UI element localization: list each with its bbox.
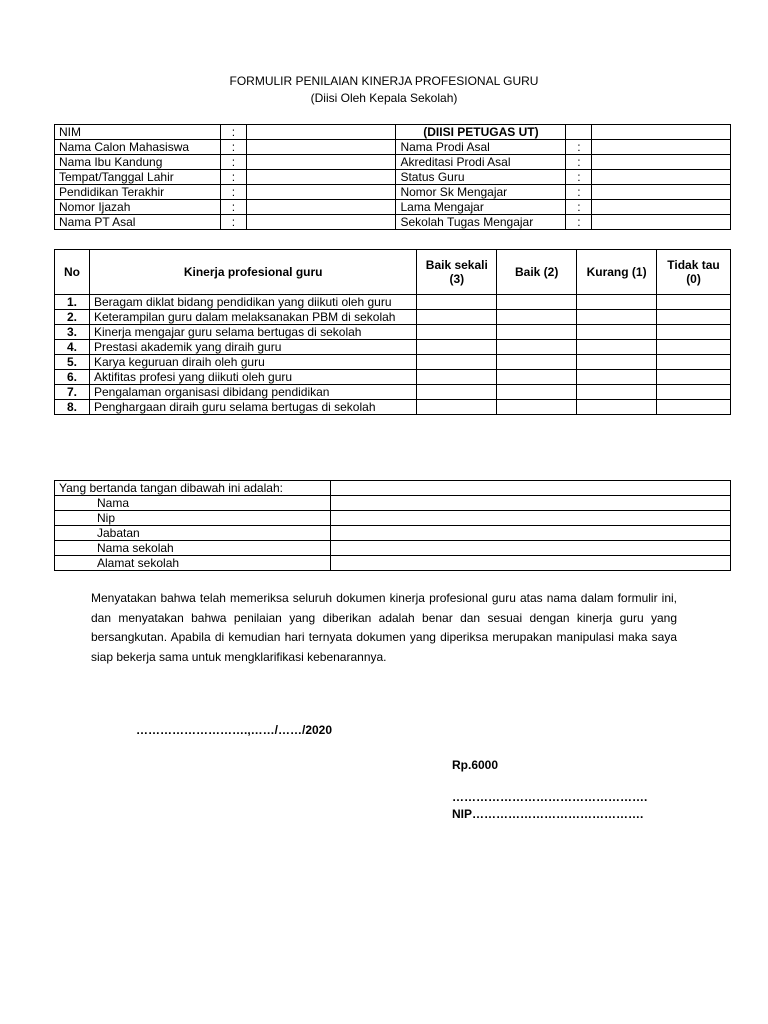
row-criterion: Karya keguruan diraih oleh guru [89, 355, 416, 370]
signer-row [55, 511, 731, 526]
rating-cell[interactable] [657, 295, 731, 310]
row-number: 6. [55, 370, 90, 385]
signer-value-field[interactable] [330, 496, 730, 511]
nip-line: NIP……………………………………. [452, 807, 644, 821]
info-label: Nomor Ijazah [55, 200, 221, 215]
form-subtitle: (Diisi Oleh Kepala Sekolah) [310, 91, 458, 105]
colon: : [220, 215, 246, 230]
colon: : [220, 140, 246, 155]
colon: : [220, 170, 246, 185]
rating-cell[interactable] [497, 385, 577, 400]
signer-header: Yang bertanda tangan dibawah ini adalah: [55, 481, 331, 496]
info-value-field[interactable] [592, 140, 731, 155]
signer-row [55, 541, 731, 556]
colon: : [566, 215, 592, 230]
info-label: Nama PT Asal [55, 215, 221, 230]
performance-table [54, 249, 731, 415]
info-label: Akreditasi Prodi Asal [396, 155, 566, 170]
petugas-header: (DIISI PETUGAS UT) [396, 125, 566, 140]
header-kurang: Kurang (1) [577, 250, 657, 295]
colon: : [220, 185, 246, 200]
rating-cell[interactable] [657, 400, 731, 415]
info-value-field[interactable] [592, 215, 731, 230]
rating-cell[interactable] [657, 310, 731, 325]
info-row [55, 140, 731, 155]
rating-cell[interactable] [657, 370, 731, 385]
signer-row [55, 496, 731, 511]
header-no: No [55, 250, 90, 295]
row-number: 4. [55, 340, 90, 355]
header-baik: Baik (2) [497, 250, 577, 295]
colon: : [566, 155, 592, 170]
colon: : [566, 185, 592, 200]
row-number: 1. [55, 295, 90, 310]
info-label: Sekolah Tugas Mengajar [396, 215, 566, 230]
identity-table [54, 124, 731, 230]
rating-cell[interactable] [657, 325, 731, 340]
info-row [55, 170, 731, 185]
colon: : [566, 170, 592, 185]
info-value-field[interactable] [592, 200, 731, 215]
row-criterion: Prestasi akademik yang diraih guru [89, 340, 416, 355]
signer-label: Nama [55, 496, 331, 511]
row-criterion: Beragam diklat bidang pendidikan yang diikuti oleh guru [89, 295, 416, 310]
info-label: Nama Ibu Kandung [55, 155, 221, 170]
row-number: 5. [55, 355, 90, 370]
signer-row [55, 526, 731, 541]
signer-label: Nip [55, 511, 331, 526]
table-row [55, 295, 731, 310]
rating-cell[interactable] [417, 400, 497, 415]
signer-label: Alamat sekolah [55, 556, 331, 571]
info-value-field[interactable] [246, 185, 396, 200]
header-tidak-tau: Tidak tau (0) [657, 250, 731, 295]
info-label: Status Guru [396, 170, 566, 185]
rating-cell[interactable] [577, 295, 657, 310]
signer-table [54, 480, 731, 571]
info-label: Nama Prodi Asal [396, 140, 566, 155]
info-label: Tempat/Tanggal Lahir [55, 170, 221, 185]
rating-cell[interactable] [577, 355, 657, 370]
rating-cell[interactable] [657, 355, 731, 370]
rating-cell[interactable] [497, 295, 577, 310]
rating-cell[interactable] [417, 385, 497, 400]
rating-cell[interactable] [497, 370, 577, 385]
signer-value-field[interactable] [330, 511, 730, 526]
table-row [55, 400, 731, 415]
info-value-field[interactable] [246, 140, 396, 155]
signer-value-field[interactable] [330, 526, 730, 541]
rating-cell[interactable] [657, 340, 731, 355]
statement-paragraph: Menyatakan bahwa telah memeriksa seluruh dokumen kinerja profesional guru atas nama dalam formulir ini, dan menyatakan bahwa penilaian yang diberikan adalah benar dan sesuai dengan kinerja guru yang bersangkutan. Apabila di kemudian hari ternyata dokumen yang diperiksa merupakan manipulasi maka saya siap bekerja sama untuk mengklarifikasi kebenarannya. [91, 591, 677, 664]
info-label: Nama Calon Mahasiswa [55, 140, 221, 155]
info-label: Nomor Sk Mengajar [396, 185, 566, 200]
form-title: FORMULIR PENILAIAN KINERJA PROFESIONAL GURU [229, 74, 539, 88]
rating-cell[interactable] [577, 385, 657, 400]
rating-cell[interactable] [497, 325, 577, 340]
colon: : [220, 125, 246, 140]
date-line: ……………………….,……/……/2020 [136, 723, 333, 737]
rating-cell[interactable] [657, 385, 731, 400]
info-value-field[interactable] [246, 170, 396, 185]
info-row [55, 125, 731, 140]
signer-value-field[interactable] [330, 481, 730, 496]
info-value-field[interactable] [246, 155, 396, 170]
info-value-field[interactable] [566, 125, 592, 140]
row-number: 8. [55, 400, 90, 415]
info-row [55, 215, 731, 230]
rating-cell[interactable] [417, 310, 497, 325]
rating-cell[interactable] [577, 325, 657, 340]
rating-cell[interactable] [497, 400, 577, 415]
info-value-field[interactable] [246, 200, 396, 215]
rating-cell[interactable] [417, 370, 497, 385]
rating-cell[interactable] [577, 310, 657, 325]
row-number: 2. [55, 310, 90, 325]
row-criterion: Pengalaman organisasi dibidang pendidikan [89, 385, 416, 400]
row-criterion: Aktifitas profesi yang diikuti oleh guru [89, 370, 416, 385]
rating-cell[interactable] [497, 310, 577, 325]
colon: : [220, 200, 246, 215]
row-number: 7. [55, 385, 90, 400]
signer-value-field[interactable] [330, 541, 730, 556]
table-header-row [55, 250, 731, 295]
info-label: Lama Mengajar [396, 200, 566, 215]
signer-header-row [55, 481, 731, 496]
rating-cell[interactable] [417, 325, 497, 340]
info-label: NIM [55, 125, 221, 140]
rating-cell[interactable] [577, 370, 657, 385]
signer-label: Jabatan [55, 526, 331, 541]
table-row [55, 340, 731, 355]
header-baik-sekali: Baik sekali (3) [417, 250, 497, 295]
rating-cell[interactable] [417, 340, 497, 355]
info-value-field[interactable] [246, 125, 396, 140]
stamp-amount: Rp.6000 [452, 758, 499, 772]
info-value-field[interactable] [592, 125, 731, 140]
rating-cell[interactable] [497, 355, 577, 370]
header-kinerja: Kinerja profesional guru [89, 250, 416, 295]
rating-cell[interactable] [497, 340, 577, 355]
signature-line: …………………………………………. [452, 790, 648, 804]
signer-label: Nama sekolah [55, 541, 331, 556]
rating-cell[interactable] [417, 355, 497, 370]
row-number: 3. [55, 325, 90, 340]
info-value-field[interactable] [592, 170, 731, 185]
row-criterion: Keterampilan guru dalam melaksanakan PBM di sekolah [89, 310, 416, 325]
info-value-field[interactable] [592, 155, 731, 170]
info-label: Pendidikan Terakhir [55, 185, 221, 200]
signer-row [55, 556, 731, 571]
colon: : [566, 200, 592, 215]
rating-cell[interactable] [577, 400, 657, 415]
table-row [55, 370, 731, 385]
row-criterion: Penghargaan diraih guru selama bertugas di sekolah [89, 400, 416, 415]
rating-cell[interactable] [417, 295, 497, 310]
table-row [55, 310, 731, 325]
row-criterion: Kinerja mengajar guru selama bertugas di sekolah [89, 325, 416, 340]
rating-cell[interactable] [577, 340, 657, 355]
info-value-field[interactable] [592, 185, 731, 200]
table-row [55, 355, 731, 370]
info-row [55, 200, 731, 215]
info-row [55, 155, 731, 170]
colon: : [566, 140, 592, 155]
table-row [55, 385, 731, 400]
table-row [55, 325, 731, 340]
signer-value-field[interactable] [330, 556, 730, 571]
colon: : [220, 155, 246, 170]
info-row [55, 185, 731, 200]
info-value-field[interactable] [246, 215, 396, 230]
